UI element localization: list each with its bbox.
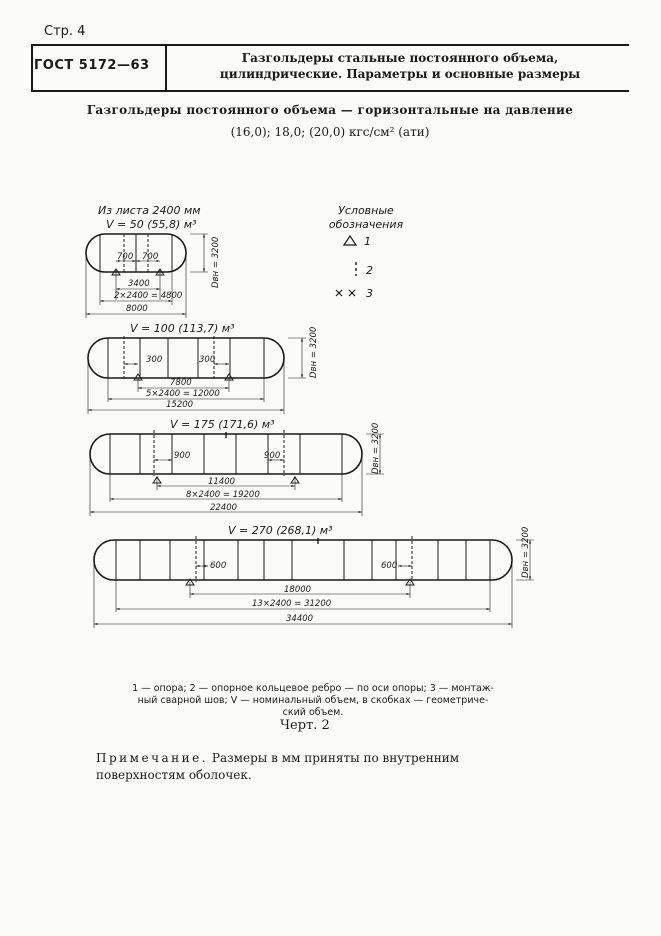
- caption-line3: ский объем.: [282, 707, 344, 718]
- caption-line1: 1 — опора; 2 — опорное кольцевое ребро — по оси опоры; 3 — монтаж-: [132, 683, 494, 694]
- note: [96, 750, 536, 784]
- d1-diameter: Dвн = 3200: [211, 236, 221, 288]
- note-lead: Примечание.: [96, 751, 209, 765]
- d1-offset2: 700: [142, 252, 159, 262]
- standard-code: ГОСТ 5172—63: [34, 58, 150, 73]
- d4-total: 34400: [286, 614, 314, 624]
- d3-sheets: 8×2400 = 19200: [186, 490, 260, 500]
- d1-support-span: 3400: [128, 279, 150, 289]
- d2-offset: 300: [146, 355, 163, 365]
- section-subtitle: (16,0); 18,0; (20,0) кгс/см² (ати): [230, 125, 430, 139]
- d1-volume: V = 50 (55,8) м³: [106, 218, 197, 231]
- legend-symbols: [336, 236, 356, 296]
- note-line1: Размеры в мм приняты по внутренним: [208, 751, 460, 765]
- d1-sheet-note: Из листа 2400 мм: [98, 204, 201, 217]
- d1-sheets: 2×2400 = 4800: [114, 291, 183, 301]
- d2-offset2: 300: [199, 355, 216, 365]
- legend-label-3: 3: [366, 287, 373, 300]
- d2-diameter: Dвн = 3200: [309, 326, 319, 378]
- d3-volume: V = 175 (171,6) м³: [170, 418, 275, 431]
- d4-diameter: Dвн = 3200: [521, 526, 531, 578]
- document-title-line2: цилиндрические. Параметры и основные размеры: [219, 67, 581, 81]
- d2-support-span: 7800: [170, 378, 192, 388]
- tank-diagram-4: [94, 536, 534, 628]
- legend-title-line1: Условные: [338, 204, 394, 217]
- legend-label-2: 2: [366, 264, 373, 277]
- legend-triangle-icon: [344, 236, 356, 245]
- document-title-line1: Газгольдеры стальные постоянного объема,: [241, 51, 559, 65]
- page-number: Стр. 4: [44, 24, 86, 39]
- d4-offset: 600: [210, 561, 227, 571]
- d1-total: 8000: [126, 304, 148, 314]
- legend-title-line2: обозначения: [328, 218, 404, 231]
- section-title: Газгольдеры постоянного объема — горизонтальные на давление: [86, 103, 574, 117]
- d4-sheets: 13×2400 = 31200: [252, 599, 332, 609]
- d3-diameter: Dвн = 3200: [371, 422, 381, 474]
- d3-offset2: 900: [264, 451, 281, 461]
- caption-line2: ный сварной шов; V — номинальный объем, в скобках — геометриче-: [137, 695, 489, 706]
- legend-label-1: 1: [364, 235, 371, 248]
- d1-offset: 700: [117, 252, 134, 262]
- tank-diagram-2: [88, 336, 306, 414]
- d2-sheets: 5×2400 = 12000: [146, 389, 220, 399]
- d3-offset: 900: [174, 451, 191, 461]
- d2-total: 15200: [166, 400, 194, 410]
- figure-caption: [90, 683, 536, 719]
- d4-volume: V = 270 (268,1) м³: [228, 524, 333, 537]
- d2-volume: V = 100 (113,7) м³: [130, 322, 235, 335]
- d4-offset2: 600: [381, 561, 398, 571]
- d4-support-span: 18000: [284, 585, 312, 595]
- d3-support-span: 11400: [208, 477, 236, 487]
- note-line2: поверхностям оболочек.: [96, 768, 252, 782]
- d3-total: 22400: [210, 503, 238, 513]
- figure-label: Черт. 2: [280, 718, 330, 733]
- legend-cross-icon: [336, 290, 355, 296]
